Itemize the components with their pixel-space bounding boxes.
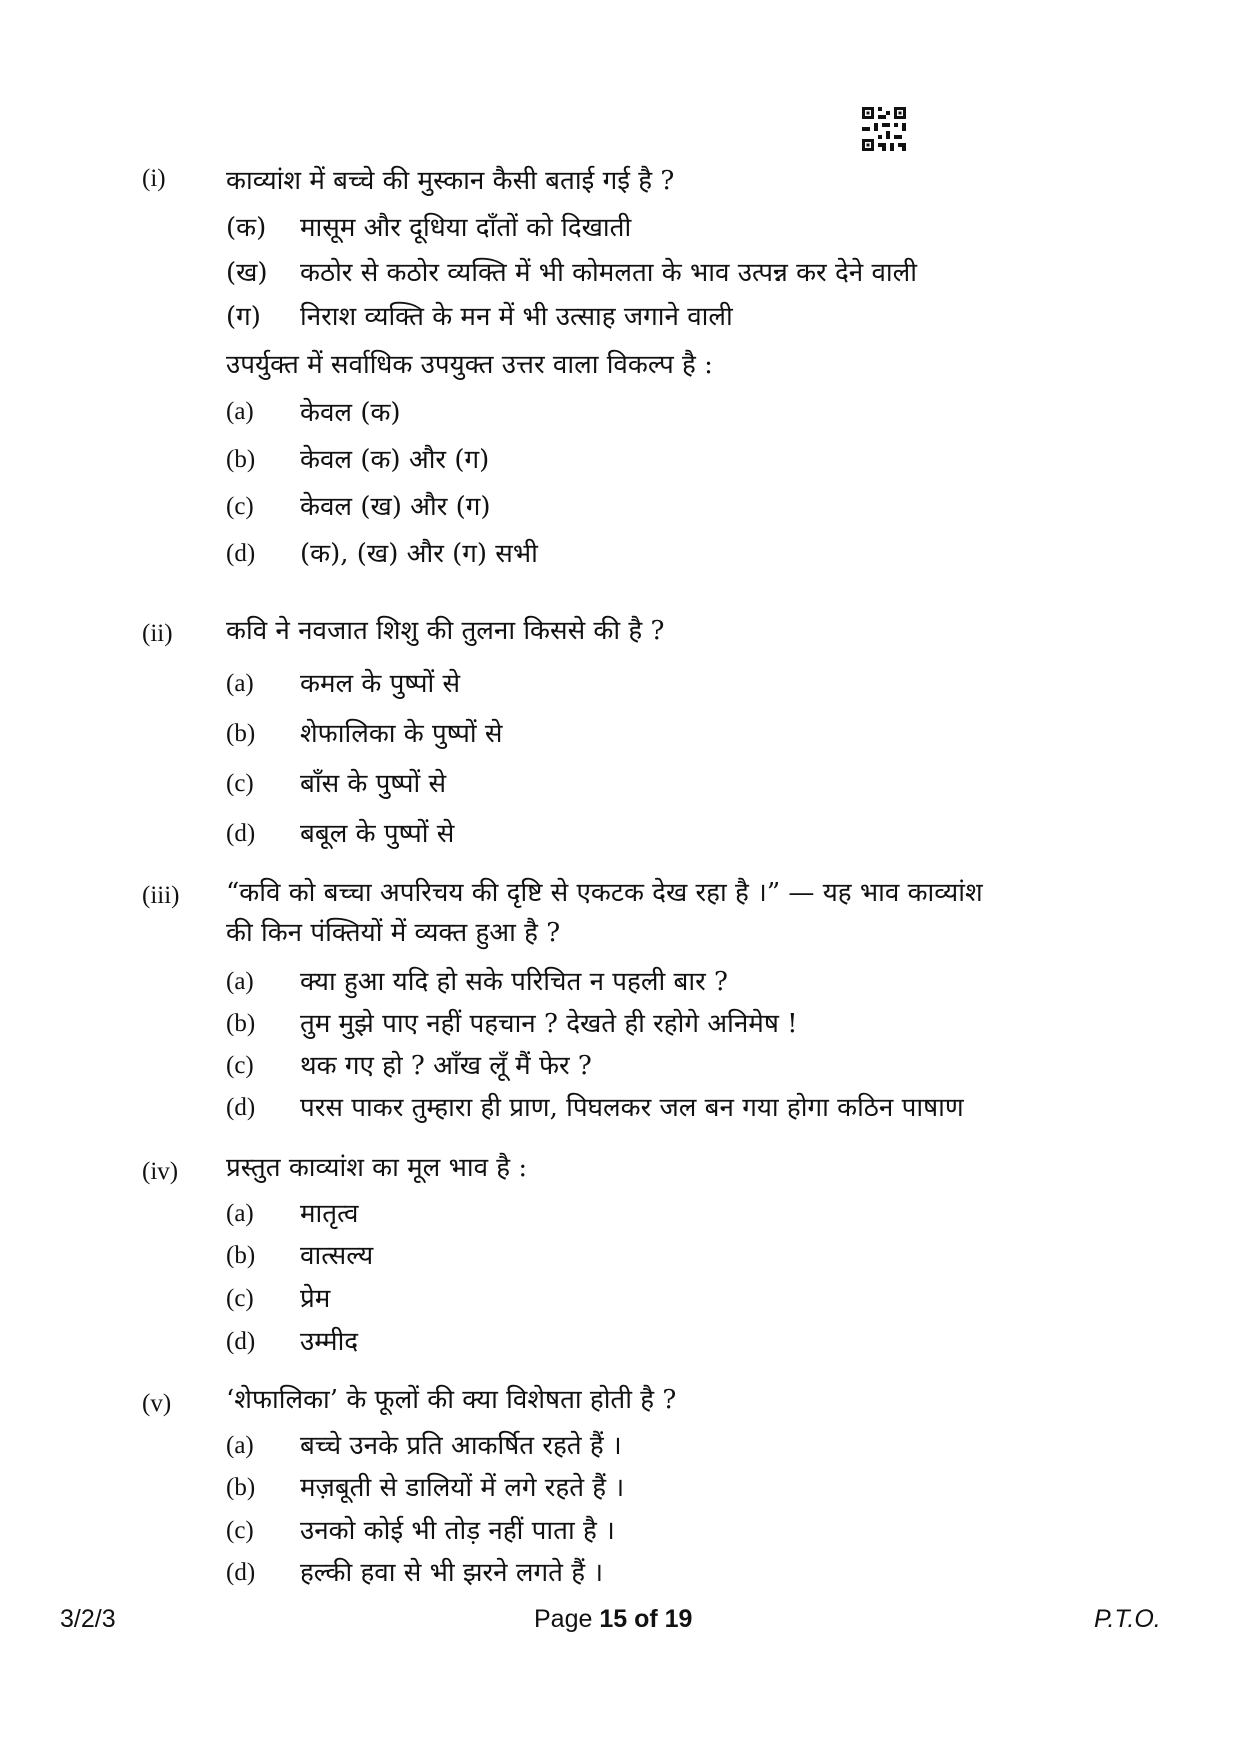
option-text: बबूल के पुष्पों से	[300, 819, 455, 849]
option-label: (c)	[226, 1517, 254, 1544]
question-number: (ii)	[142, 620, 173, 647]
option-text: केवल (क)	[300, 398, 401, 428]
option-label: (d)	[226, 1559, 256, 1586]
option-label: (b)	[226, 1242, 256, 1269]
option-label: (c)	[226, 1052, 254, 1079]
option-text: केवल (ख) और (ग)	[300, 492, 491, 522]
option-text: थक गए हो ? आँख लूँ मैं फेर ?	[300, 1051, 592, 1081]
option-label: (a)	[226, 968, 254, 995]
option-text: क्या हुआ यदि हो सके परिचित न पहली बार ?	[300, 967, 728, 997]
option-label: (a)	[226, 670, 254, 697]
question-number: (v)	[142, 1390, 172, 1417]
option-label: (b)	[226, 720, 256, 747]
question-stem: काव्यांश में बच्चे की मुस्कान कैसी बताई गई है ?	[226, 166, 675, 196]
option-label: (c)	[226, 1285, 254, 1312]
question-stem-line-2: की किन पंक्तियों में व्यक्त हुआ है ?	[226, 918, 561, 948]
page-number: Page 15 of 19	[534, 1605, 693, 1633]
option-label: (a)	[226, 1432, 254, 1459]
paper-code: 3/2/3	[60, 1605, 116, 1633]
statement-text: निराश व्यक्ति के मन में भी उत्साह जगाने वाली	[300, 302, 733, 332]
question-stem: कवि ने नवजात शिशु की तुलना किससे की है ?	[226, 616, 665, 646]
qr-code	[862, 107, 906, 151]
statement-text: मासूम और दूधिया दाँतों को दिखाती	[300, 213, 632, 243]
option-text: प्रेम	[300, 1284, 331, 1314]
question-stem: प्रस्तुत काव्यांश का मूल भाव है :	[226, 1153, 528, 1183]
question-lead: उपर्युक्त में सर्वाधिक उपयुक्त उत्तर वाला विकल्प है :	[226, 350, 713, 380]
question-stem: ‘शेफालिका’ के फूलों की क्या विशेषता होती है ?	[226, 1385, 677, 1415]
option-text: (क), (ख) और (ग) सभी	[300, 539, 538, 569]
option-label: (b)	[226, 446, 256, 473]
question-stem: “कवि को बच्चा अपरिचय की दृष्टि से एकटक देख रहा है ।” — यह भाव काव्यांश	[226, 878, 983, 908]
option-label: (d)	[226, 1094, 256, 1121]
statement-text: कठोर से कठोर व्यक्ति में भी कोमलता के भाव उत्पन्न कर देने वाली	[300, 258, 917, 288]
statement-label: (ग)	[226, 302, 261, 332]
question-number: (iii)	[142, 882, 180, 909]
option-text: वात्सल्य	[300, 1241, 374, 1271]
option-text: बच्चे उनके प्रति आकर्षित रहते हैं ।	[300, 1431, 622, 1461]
statement-label: (ख)	[226, 258, 268, 288]
option-label: (b)	[226, 1474, 256, 1501]
option-label: (d)	[226, 1328, 256, 1355]
option-label: (c)	[226, 770, 254, 797]
statement-label: (क)	[226, 213, 267, 243]
option-text: उम्मीद	[300, 1327, 359, 1357]
option-label: (a)	[226, 398, 254, 425]
option-text: परस पाकर तुम्हारा ही प्राण, पिघलकर जल बन गया होगा कठिन पाषाण	[300, 1093, 964, 1123]
option-label: (d)	[226, 540, 256, 567]
option-text: शेफालिका के पुष्पों से	[300, 719, 503, 749]
option-text: केवल (क) और (ग)	[300, 445, 490, 475]
question-number: (i)	[142, 165, 166, 192]
question-number: (iv)	[142, 1158, 179, 1185]
option-label: (a)	[226, 1200, 254, 1227]
option-label: (c)	[226, 493, 254, 520]
option-text: हल्की हवा से भी झरने लगते हैं ।	[300, 1558, 604, 1588]
option-text: तुम मुझे पाए नहीं पहचान ? देखते ही रहोगे अनिमेष !	[300, 1009, 798, 1039]
option-label: (d)	[226, 820, 256, 847]
option-label: (b)	[226, 1010, 256, 1037]
pto-label: P.T.O.	[1094, 1605, 1161, 1633]
option-text: बाँस के पुष्पों से	[300, 769, 447, 799]
option-text: कमल के पुष्पों से	[300, 669, 461, 699]
option-text: मातृत्व	[300, 1199, 359, 1229]
option-text: मज़बूती से डालियों में लगे रहते हैं ।	[300, 1473, 625, 1503]
option-text: उनको कोई भी तोड़ नहीं पाता है ।	[300, 1516, 615, 1546]
